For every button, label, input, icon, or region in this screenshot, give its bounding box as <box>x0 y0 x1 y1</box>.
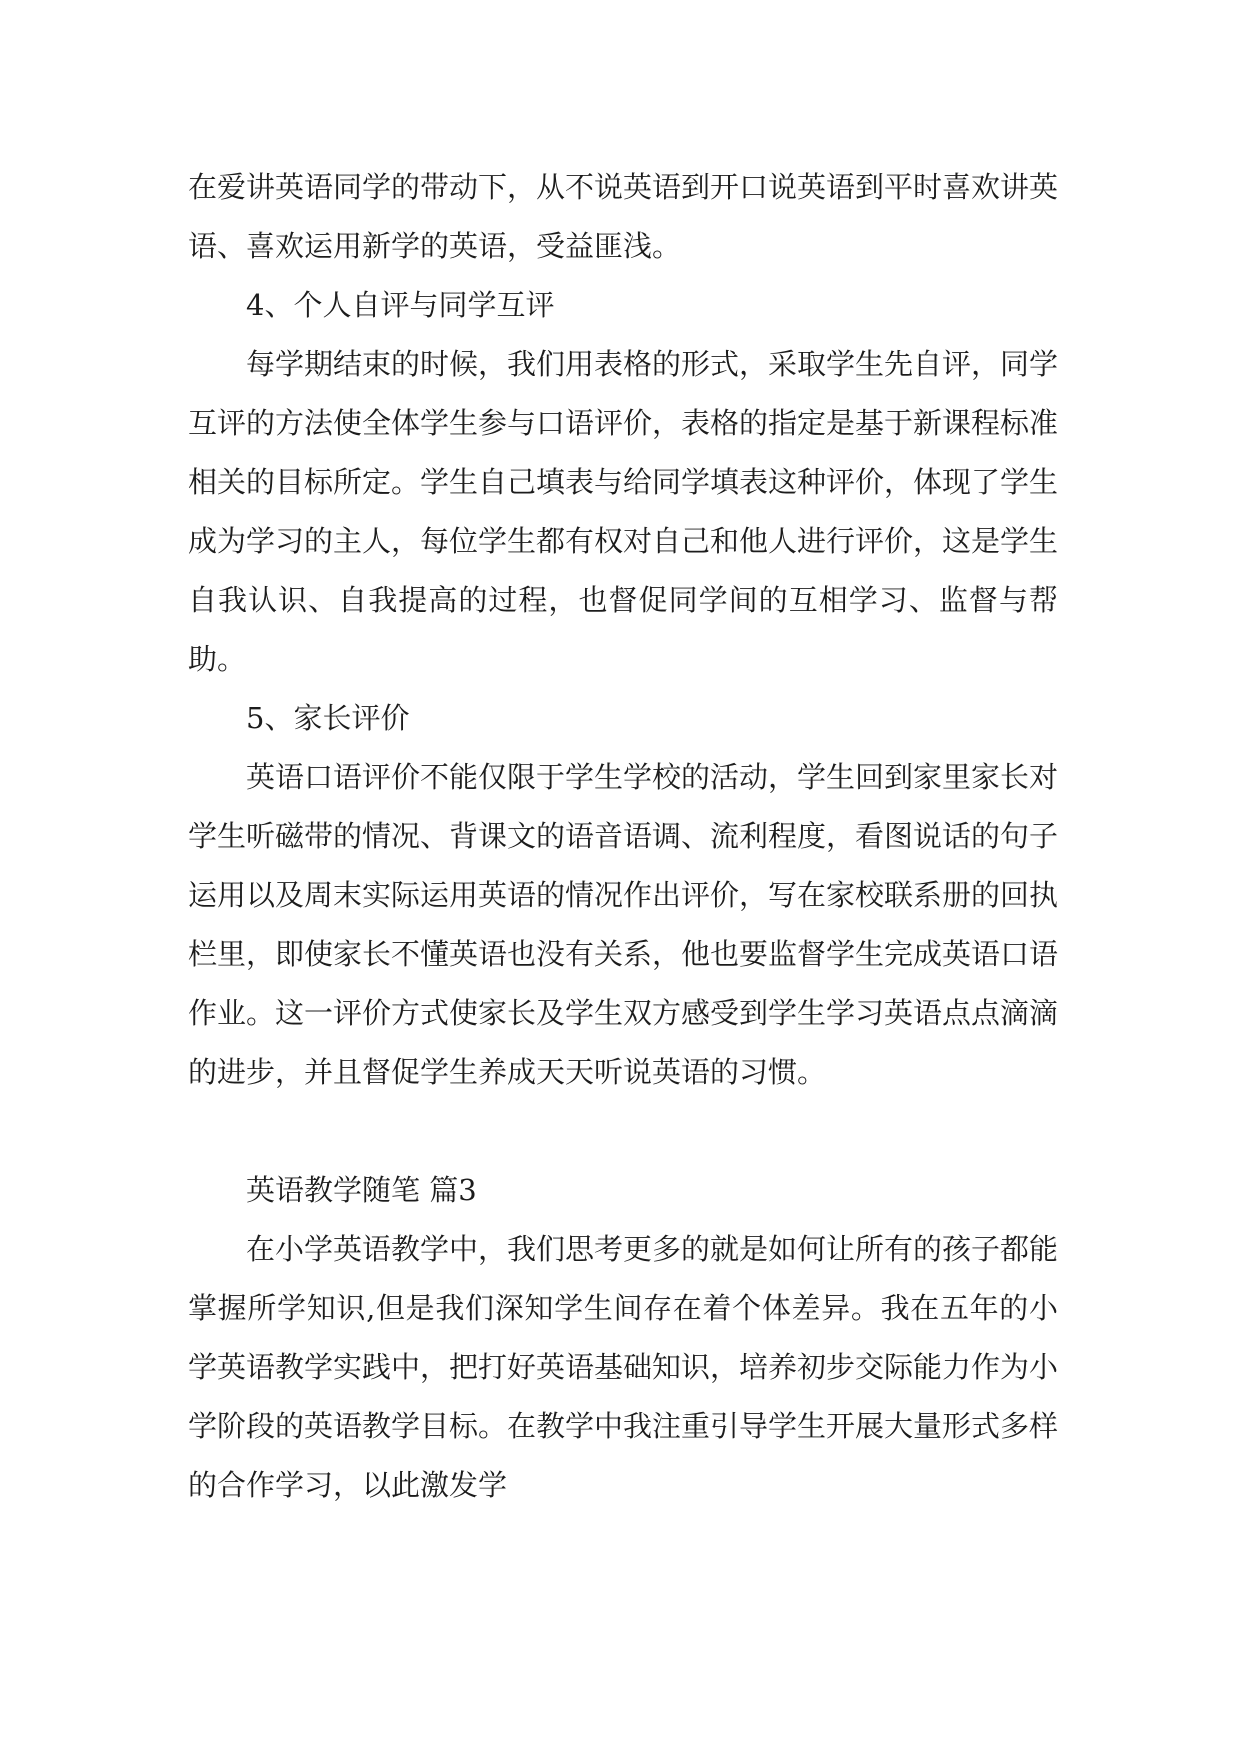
paragraph-parent-evaluation: 英语口语评价不能仅限于学生学校的活动，学生回到家里家长对学生听磁带的情况、背课文的语音语调、流利程度，看图说话的句子运用以及周末实际运用英语的情况作出评价，写在家校联系册的回执栏里，即使家长不懂英语也没有关系，他也要监督学生完成英语口语作业。这一评价方式使家长及学生双方感受到学生学习英语点点滴滴的进步，并且督促学生养成天天听说英语的习惯。 <box>188 760 1059 1089</box>
section-heading-self-peer-evaluation: 4、个人自评与同学互评 <box>246 288 555 322</box>
paragraph-essay-intro: 在小学英语教学中，我们思考更多的就是如何让所有的孩子都能掌握所学知识,但是我们深知学生间存在着个体差异。我在五年的小学英语教学实践中，把打好英语基础知识，培养初步交际能力作为小学阶段的英语教学目标。在教学中我注重引导学生开展大量形式多样的合作学习，以此激发学 <box>188 1232 1059 1502</box>
document-body <box>188 158 1058 1515</box>
paragraph-self-peer-evaluation: 每学期结束的时候，我们用表格的形式，采取学生先自评，同学互评的方法使全体学生参与口语评价，表格的指定是基于新课程标准相关的目标所定。学生自己填表与给同学填表这种评价，体现了学生成为学习的主人，每位学生都有权对自己和他人进行评价，这是学生自我认识、自我提高的过程，也督促同学间的互相学习、监督与帮助。 <box>188 347 1059 676</box>
paragraph-continuation: 在爱讲英语同学的带动下，从不说英语到开口说英语到平时喜欢讲英语、喜欢运用新学的英语，受益匪浅。 <box>188 170 1059 263</box>
essay-title: 英语教学随笔 篇3 <box>246 1173 477 1207</box>
section-spacer <box>188 1102 1058 1161</box>
section-heading-parent-evaluation: 5、家长评价 <box>246 701 410 735</box>
